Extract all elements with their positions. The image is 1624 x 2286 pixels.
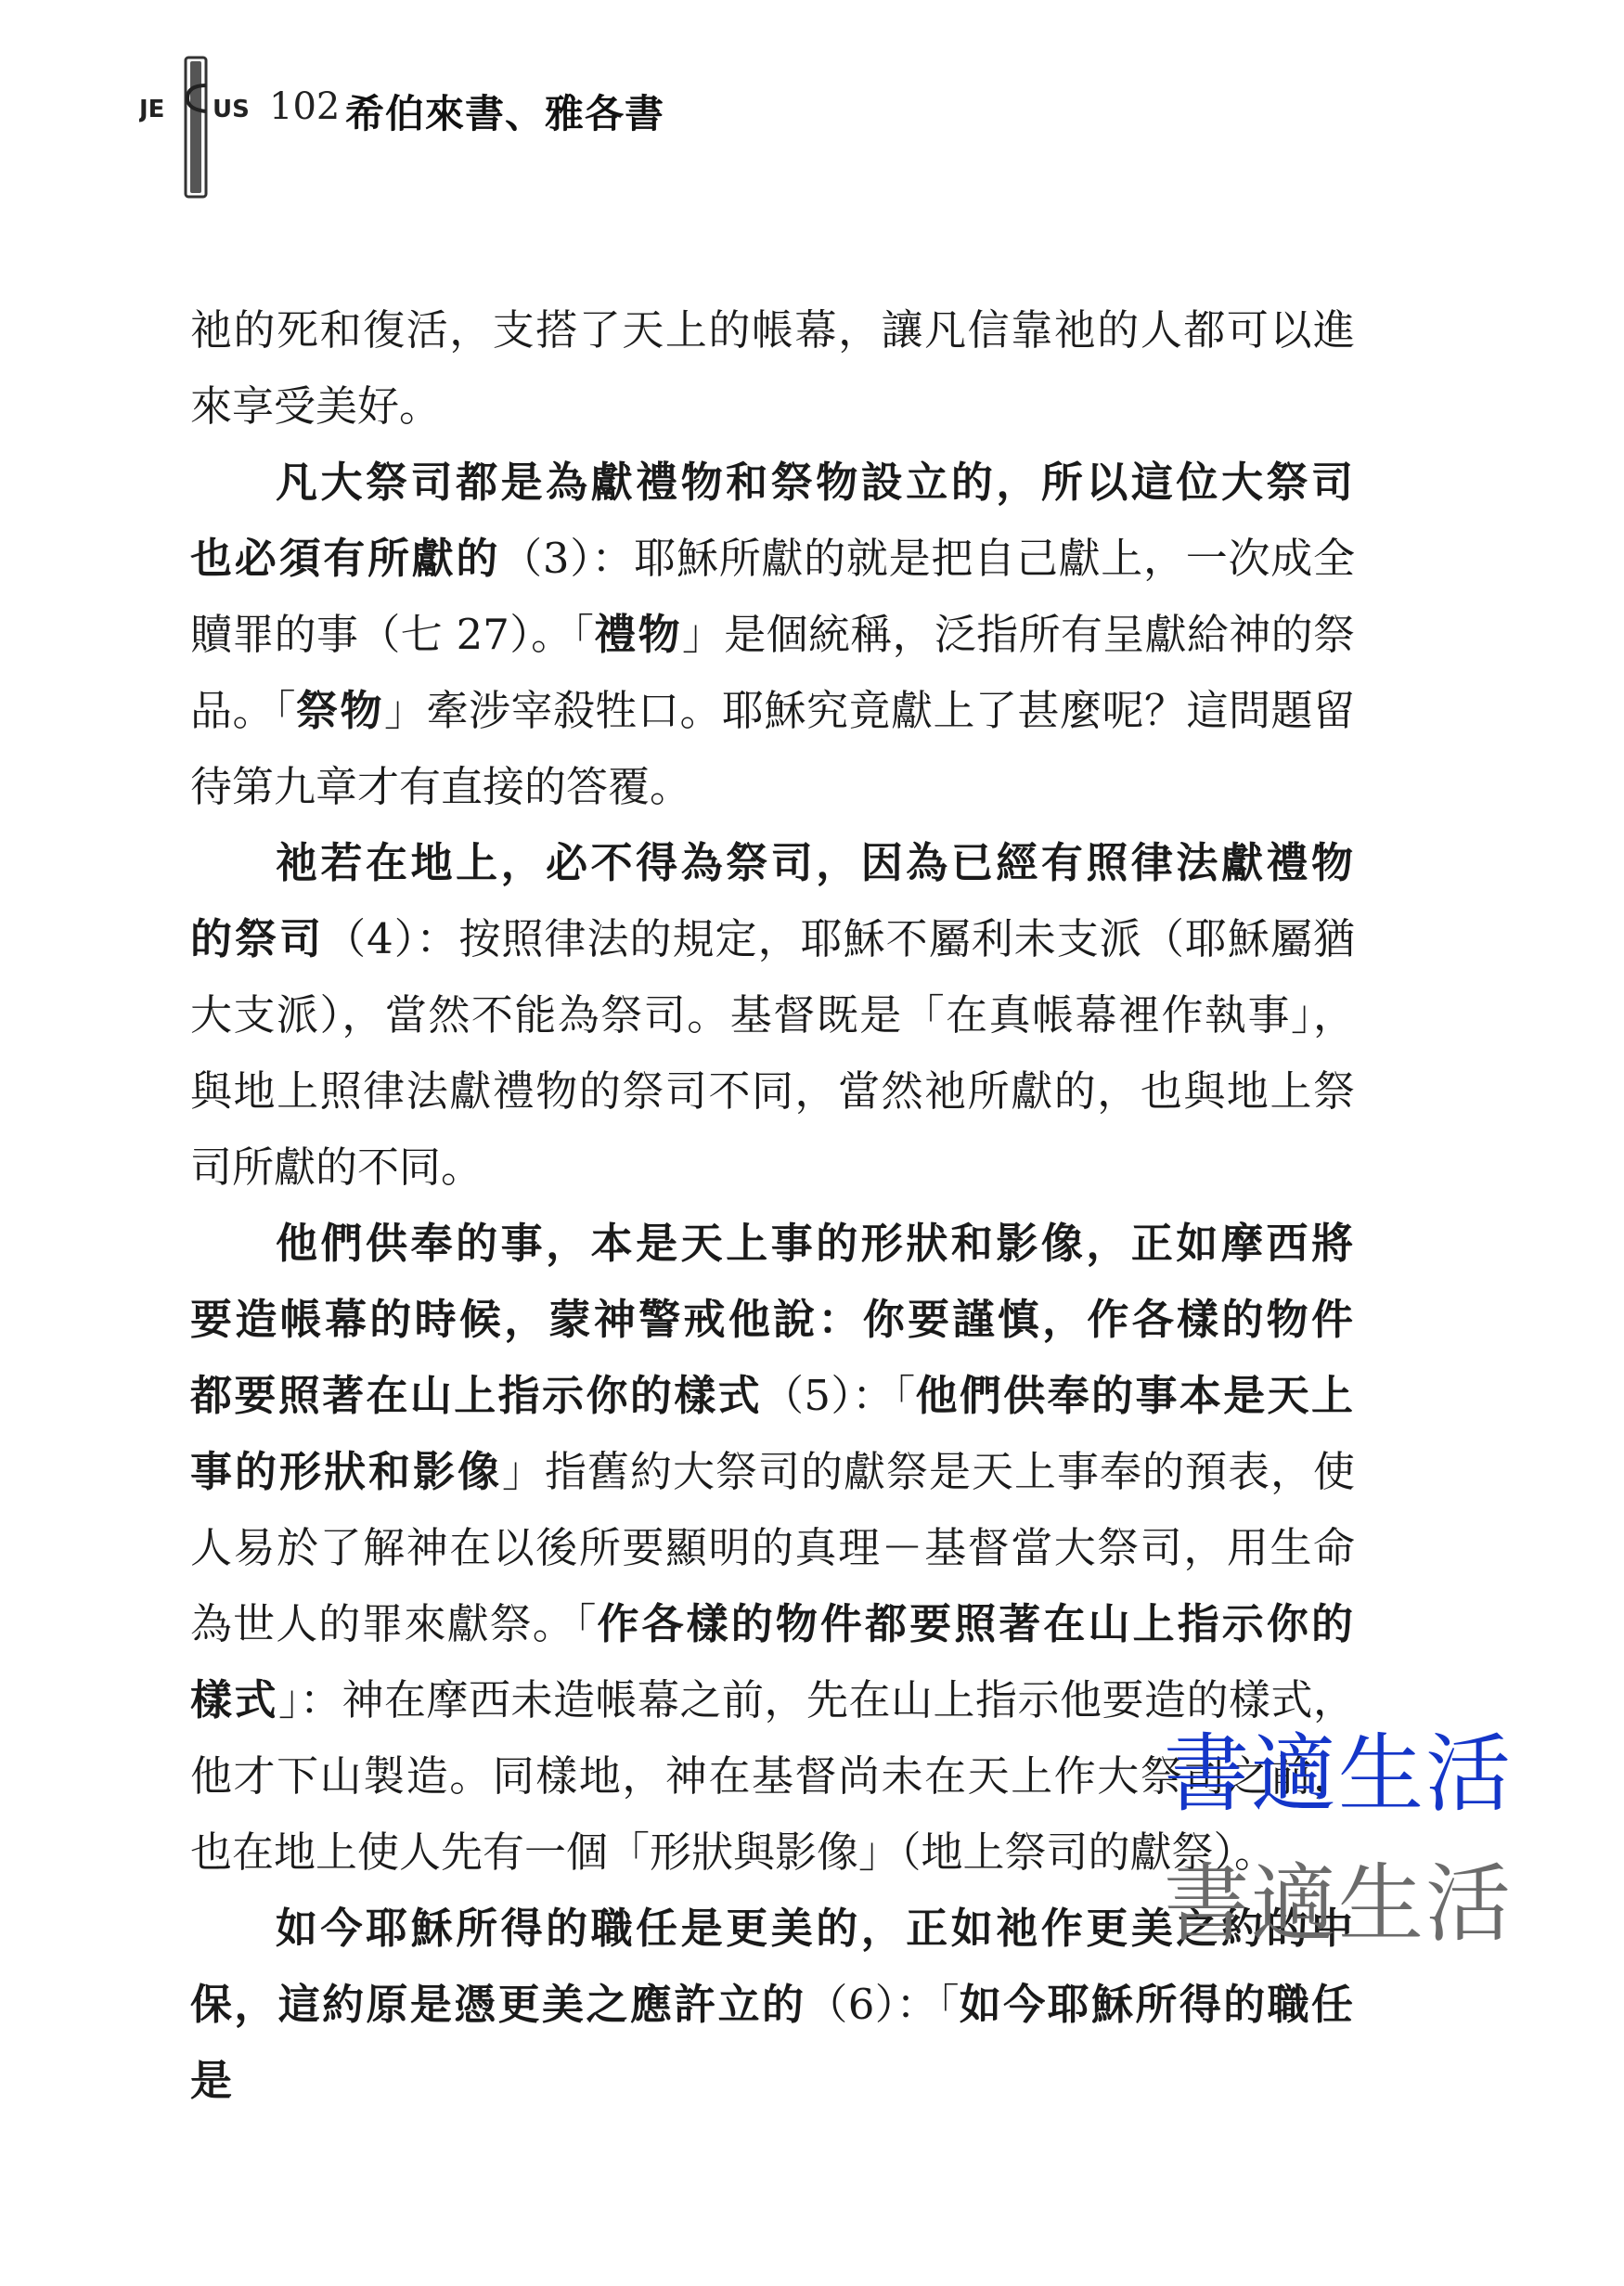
paragraph [190,445,1355,825]
jesus-cross-logo [139,56,260,204]
paragraph-text: （3）：耶穌所獻的就是把自己獻上，一次成全贖罪的事（七 27）。「 [190,534,1355,659]
paragraph-text: 祂的死和復活，支搭了天上的帳幕，讓凡信靠祂的人都可以進來享受美好。 [190,305,1355,431]
paragraph-text: 」：神在摩西未造帳幕之前，先在山上指示他要造的樣式，他才下山製造。同樣地，神在基督尚未在天上作大祭司之前，也在地上使人先有一個「形狀與影像」（地上祭司的獻祭）。 [190,1675,1355,1877]
paragraph-text: 」是個統稱，泛指所有呈獻給神的祭品。「 [190,610,1355,735]
paragraph [190,292,1355,445]
bold-scripture-quote: 祭物 [296,686,384,735]
bold-scripture-quote: 禮物 [594,610,682,659]
bold-scripture-quote: 作各樣的物件都要照著在山上指示你的樣式 [190,1599,1355,1724]
paragraph-text: （5）：「 [761,1371,916,1420]
svg-text:JE: JE [139,96,165,123]
bold-scripture-quote: 如今耶穌所得的職任是更美的，正如祂作更美之約的中保，這約原是憑更美之應許立的 [190,1904,1355,2029]
page-header [139,56,789,204]
paragraph-text: （6）：「 [806,1980,960,2029]
bold-scripture-quote: 如今耶穌所得的職任是 [190,1980,1355,2105]
watermark-gray: 書適生活 [1163,1854,1513,1954]
paragraph-text: 」指舊約大祭司的獻祭是天上事奉的預表，使人易於了解神在以後所要顯明的真理－基督當大祭司，用生命為世人的罪來獻祭。「 [190,1447,1355,1648]
bold-scripture-quote: 祂若在地上，必不得為祭司，因為已經有照律法獻禮物的祭司 [190,838,1355,963]
paragraph-text: 」牽涉宰殺牲口。耶穌究竟獻上了甚麼呢？這問題留待第九章才有直接的答覆。 [190,686,1355,811]
page-number: 102 [269,85,341,128]
paragraph-text: （4）：按照律法的規定，耶穌不屬利未支派（耶穌屬猶大支派），當然不能為祭司。基督既是「在真帳幕裡作執事」，與地上照律法獻禮物的祭司不同，當然祂所獻的，也與地上祭司所獻的不同。 [190,914,1355,1192]
bold-scripture-quote: 他們供奉的事本是天上事的形狀和影像 [190,1371,1355,1496]
running-title: 希伯來書、雅各書 [345,91,665,136]
bold-scripture-quote: 他們供奉的事，本是天上事的形狀和影像，正如摩西將要造帳幕的時候，蒙神警戒他說：你要謹慎，作各樣的物件都要照著在山上指示你的樣式 [190,1219,1355,1420]
bold-scripture-quote: 凡大祭司都是為獻禮物和祭物設立的，所以這位大祭司也必須有所獻的 [190,458,1355,583]
svg-text:US: US [213,96,250,123]
watermark-blue: 書適生活 [1163,1724,1513,1824]
paragraph [190,825,1355,1206]
